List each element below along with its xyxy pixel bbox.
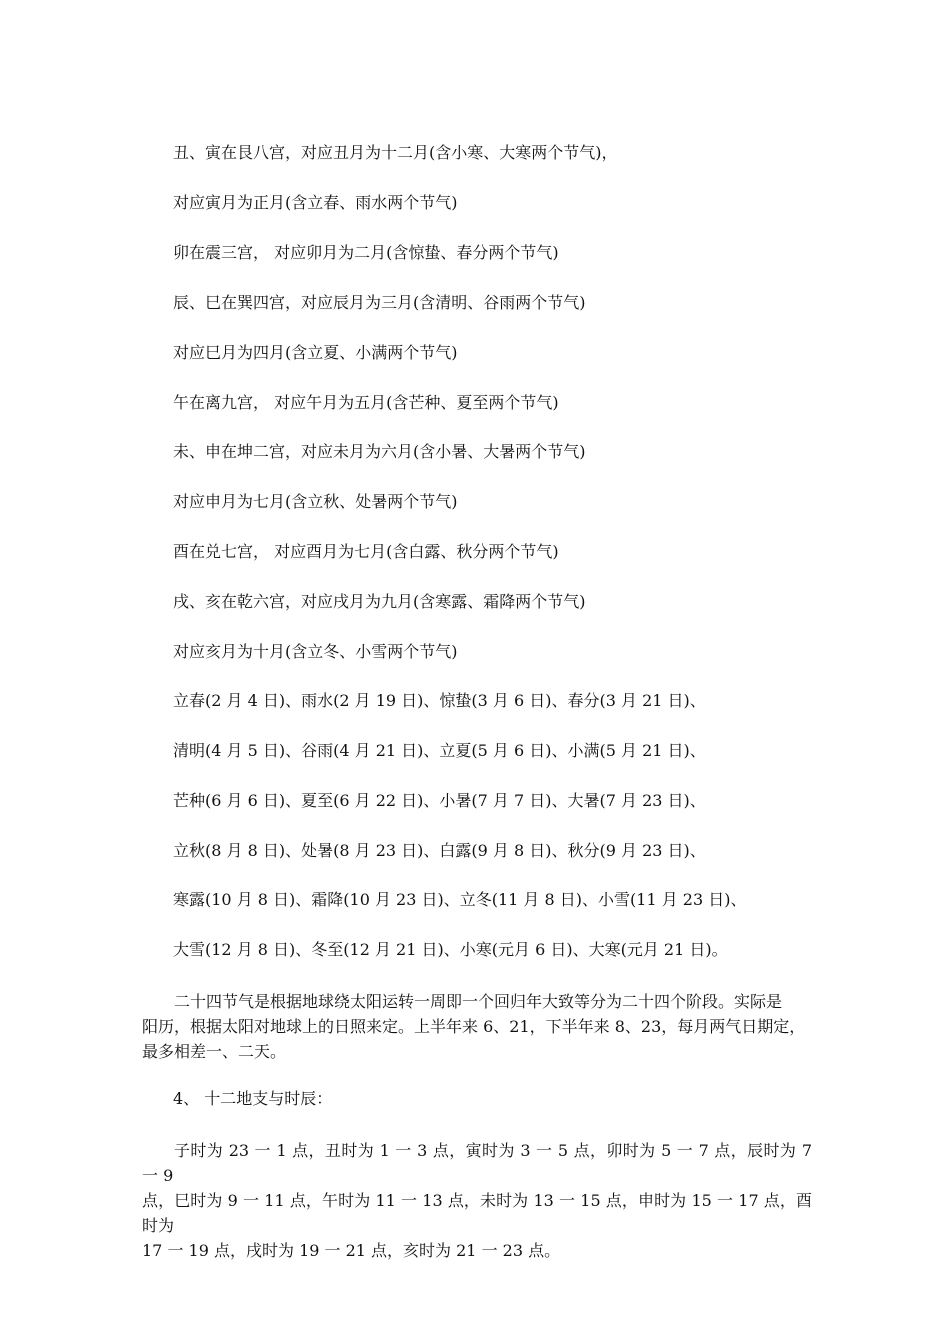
text-line: 未、申在坤二宫，对应未月为六月(含小暑、大暑两个节气)	[173, 442, 586, 461]
paragraph-line: 点，巳时为 9 一 11 点，午时为 11 一 13 点，未时为 13 一 15 点，申时为 15 一 17 点，酉时为	[142, 1191, 812, 1235]
paragraph-line: 17 一 19 点，戌时为 19 一 21 点，亥时为 21 一 23 点。	[142, 1241, 561, 1260]
solar-term-line: 清明(4 月 5 日)、谷雨(4 月 21 日)、立夏(5 月 6 日)、小满(5 月 21 日)、	[173, 741, 706, 760]
text-line: 对应巳月为四月(含立夏、小满两个节气)	[173, 343, 458, 362]
paragraph-line: 阳历，根据太阳对地球上的日照来定。上半年来 6、21，下半年来 8、23，每月两气日期定，	[142, 1017, 806, 1036]
text-line: 辰、巳在巽四宫，对应辰月为三月(含清明、谷雨两个节气)	[173, 293, 586, 312]
solar-term-line: 立秋(8 月 8 日)、处暑(8 月 23 日)、白露(9 月 8 日)、秋分(9 月 23 日)、	[173, 841, 706, 860]
text-line: 酉在兑七宫， 对应酉月为七月(含白露、秋分两个节气)	[173, 542, 559, 561]
solar-term-line: 寒露(10 月 8 日)、霜降(10 月 23 日)、立冬(11 月 8 日)、小雪(11 月 23 日)、	[173, 890, 747, 909]
paragraph-line: 子时为 23 一 1 点，丑时为 1 一 3 点，寅时为 3 一 5 点，卯时为 5 一 7 点，辰时为 7 一 9	[142, 1141, 812, 1185]
section-heading: 4、 十二地支与时辰：	[173, 1089, 333, 1108]
text-line: 对应申月为七月(含立秋、处暑两个节气)	[173, 492, 458, 511]
text-line: 戌、亥在乾六宫，对应戌月为九月(含寒露、霜降两个节气)	[173, 592, 586, 611]
paragraph-line: 二十四节气是根据地球绕太阳运转一周即一个回归年大致等分为二十四个阶段。实际是	[174, 992, 783, 1011]
text-line: 午在离九宫， 对应午月为五月(含芒种、夏至两个节气)	[173, 393, 559, 412]
text-line: 对应亥月为十月(含立冬、小雪两个节气)	[173, 642, 458, 661]
solar-term-line: 芒种(6 月 6 日)、夏至(6 月 22 日)、小暑(7 月 7 日)、大暑(7 月 23 日)、	[173, 791, 706, 810]
solar-term-line: 大雪(12 月 8 日)、冬至(12 月 21 日)、小寒(元月 6 日)、大寒(元月 21 日)。	[173, 940, 728, 959]
text-line: 丑、寅在艮八宫，对应丑月为十二月(含小寒、大寒两个节气)，	[173, 143, 618, 162]
solar-term-line: 立春(2 月 4 日)、雨水(2 月 19 日)、惊蛰(3 月 6 日)、春分(3 月 21 日)、	[173, 691, 706, 710]
solar-terms-paragraph	[142, 989, 812, 1064]
earthly-branches-hours-paragraph	[142, 1138, 812, 1263]
text-line: 对应寅月为正月(含立春、雨水两个节气)	[173, 193, 458, 212]
paragraph-line: 最多相差一、二天。	[142, 1042, 287, 1061]
text-line: 卯在震三宫， 对应卯月为二月(含惊蛰、春分两个节气)	[173, 243, 559, 262]
